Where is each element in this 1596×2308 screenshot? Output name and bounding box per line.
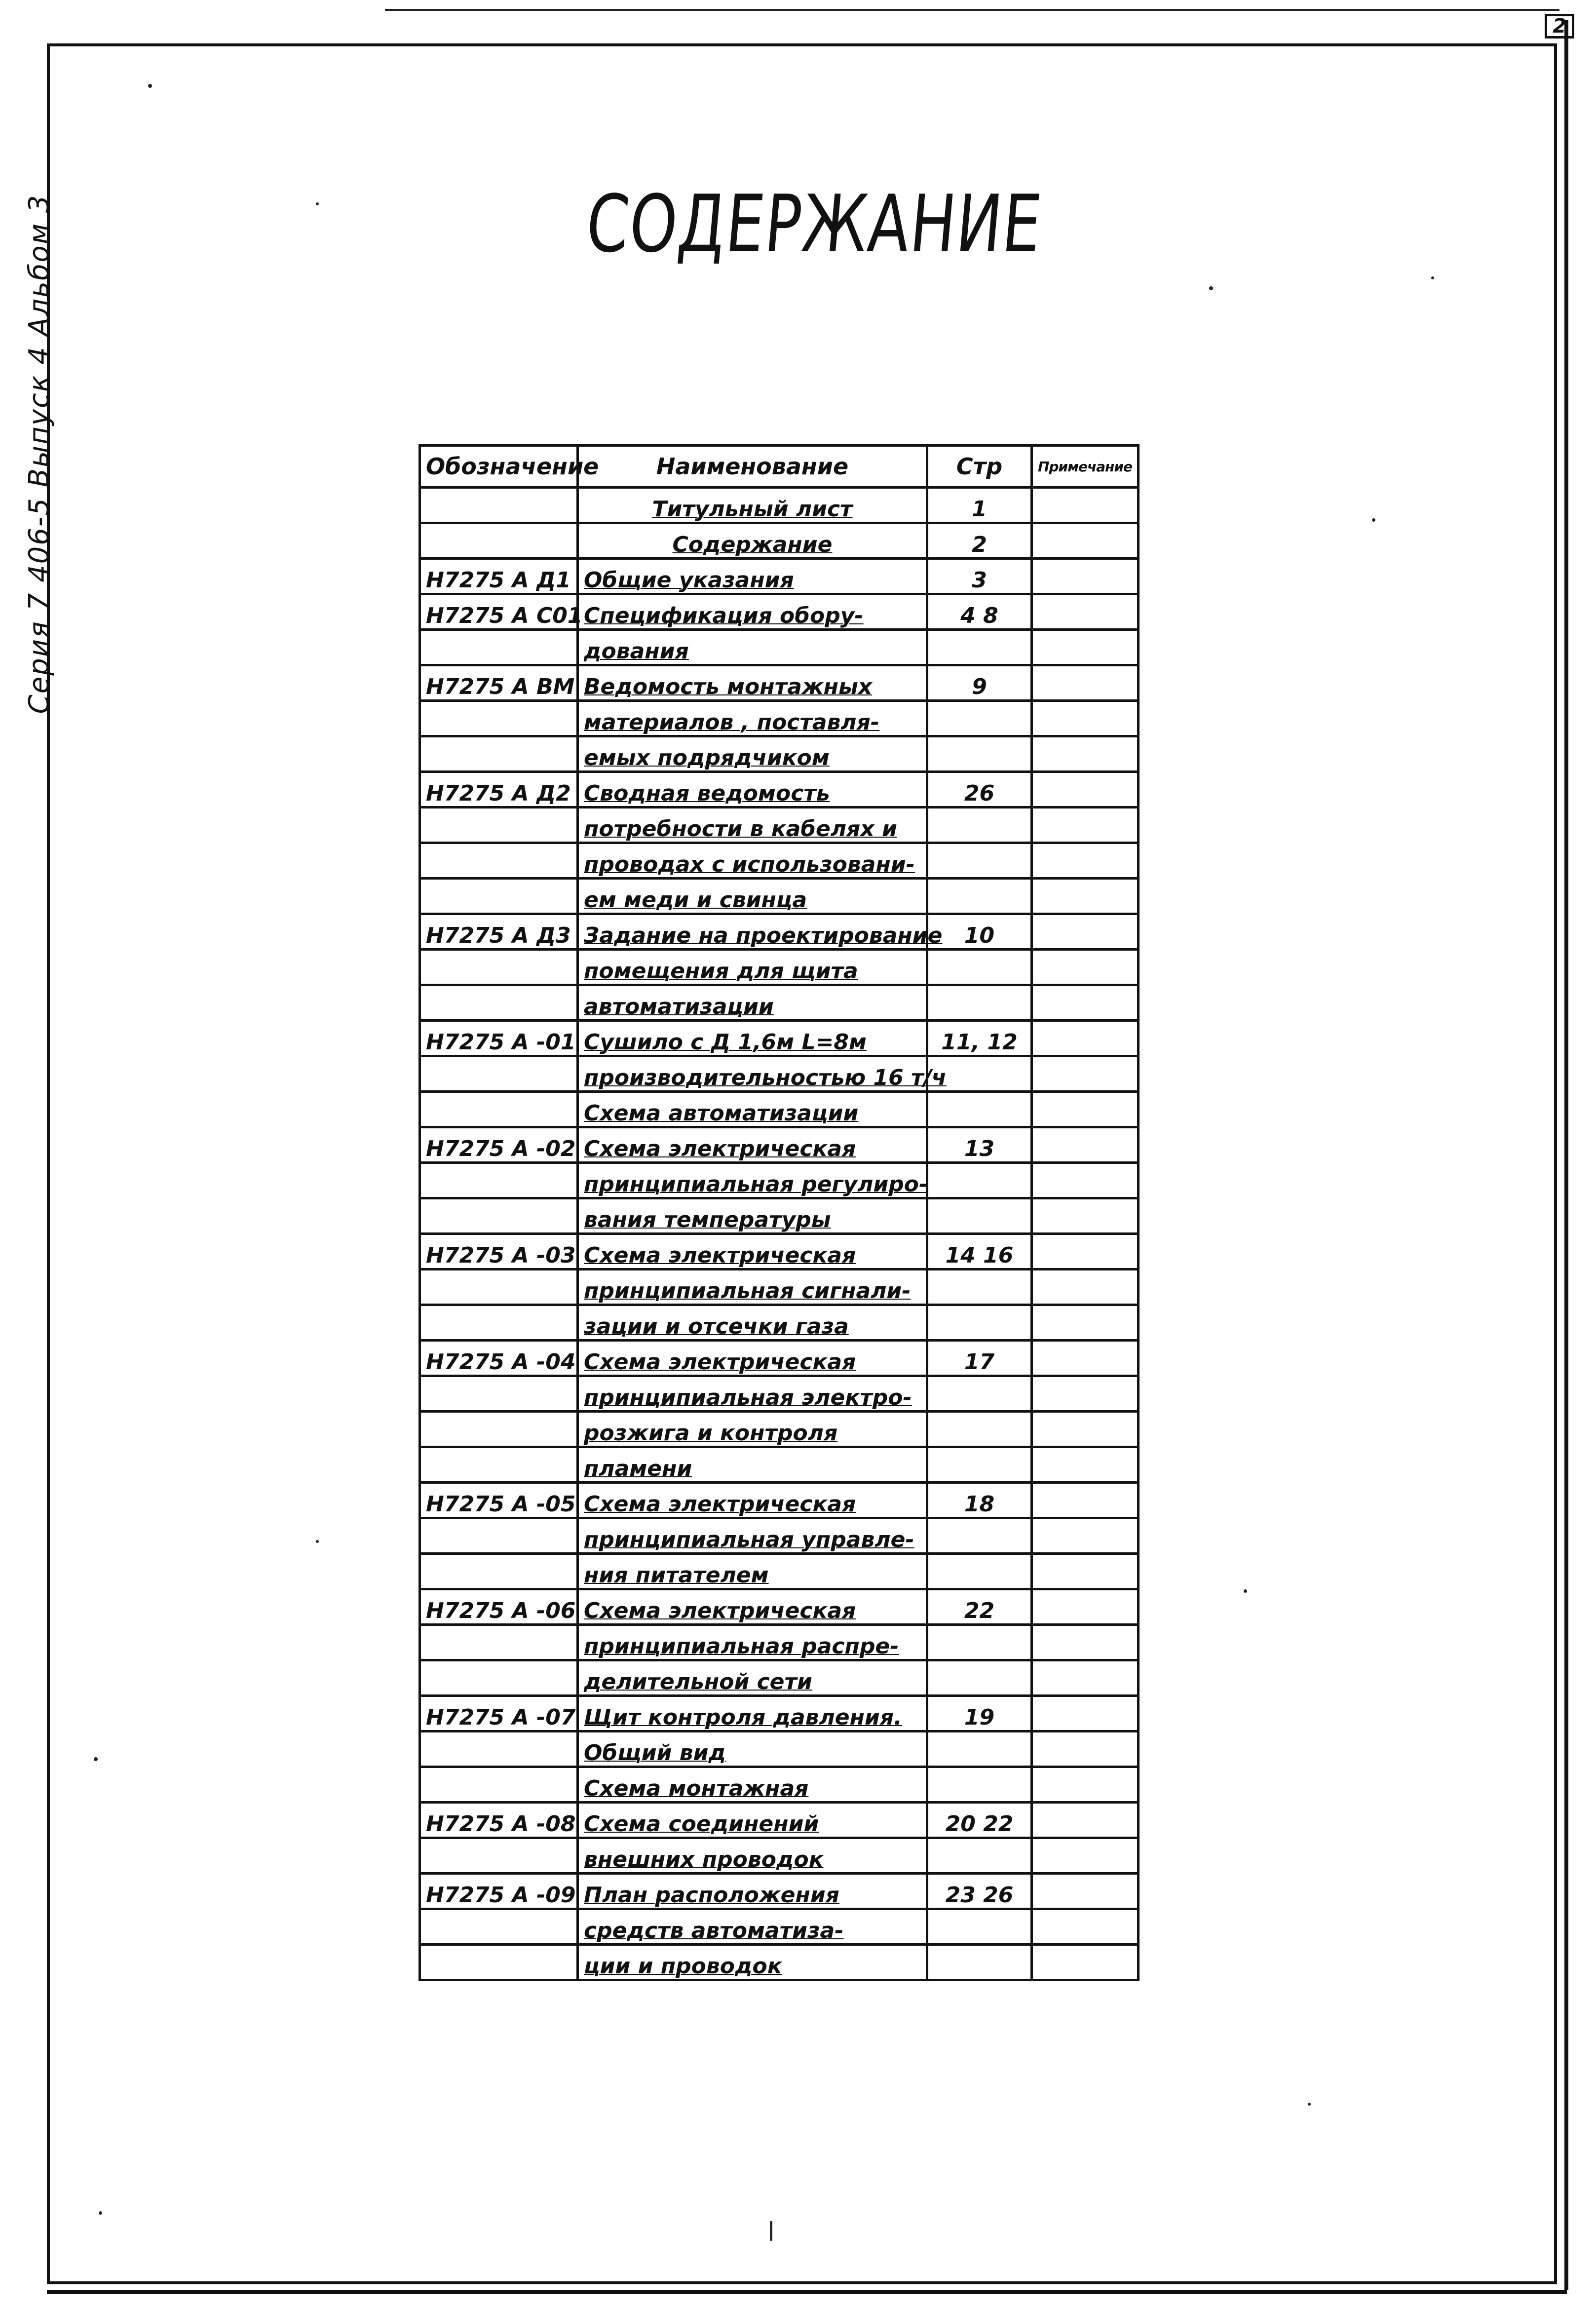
row-designation xyxy=(420,1767,578,1803)
row-name: Схема электрическая xyxy=(578,1127,927,1163)
row-name: Сводная ведомость xyxy=(578,772,927,808)
row-page xyxy=(927,1269,1032,1305)
row-note xyxy=(1032,665,1139,701)
row-designation xyxy=(420,701,578,736)
table-row xyxy=(420,1198,1139,1234)
row-designation xyxy=(420,1376,578,1412)
col-header-page: Стр xyxy=(927,446,1032,488)
table-row xyxy=(420,1945,1139,1980)
row-note xyxy=(1032,1589,1139,1625)
scan-speck xyxy=(148,84,152,88)
row-note xyxy=(1032,879,1139,914)
row-page: 2 xyxy=(927,523,1032,559)
row-name: средств автоматиза- xyxy=(578,1909,927,1945)
row-page xyxy=(927,630,1032,665)
row-note xyxy=(1032,1376,1139,1412)
row-page xyxy=(927,843,1032,879)
row-page xyxy=(927,1518,1032,1554)
table-row xyxy=(420,1447,1139,1483)
row-name: Схема соединений xyxy=(578,1803,927,1838)
table-row xyxy=(420,1341,1139,1376)
table-row xyxy=(420,1234,1139,1269)
row-page xyxy=(927,1305,1032,1341)
row-note xyxy=(1032,1625,1139,1660)
row-note xyxy=(1032,914,1139,950)
contents-table-body xyxy=(420,488,1139,1980)
row-note xyxy=(1032,1803,1139,1838)
row-note xyxy=(1032,1945,1139,1980)
row-page: 13 xyxy=(927,1127,1032,1163)
row-note xyxy=(1032,1483,1139,1518)
row-name: принципиальная сигнали- xyxy=(578,1269,927,1305)
row-name: ции и проводок xyxy=(578,1945,927,1980)
table-row xyxy=(420,523,1139,559)
scan-speck xyxy=(316,1540,319,1543)
row-page xyxy=(927,1376,1032,1412)
row-name: Титульный лист xyxy=(578,488,927,523)
row-designation: Н7275 А -07 xyxy=(420,1696,578,1731)
table-row xyxy=(420,1483,1139,1518)
row-designation: Н7275 А -08 xyxy=(420,1803,578,1838)
row-name: емых подрядчиком xyxy=(578,736,927,772)
row-page xyxy=(927,1767,1032,1803)
scan-speck xyxy=(94,1757,98,1761)
row-designation xyxy=(420,1909,578,1945)
sheet-number: 2 xyxy=(1545,14,1574,38)
row-designation: Н7275 А -06 xyxy=(420,1589,578,1625)
row-name: Щит контроля давления. xyxy=(578,1696,927,1731)
row-designation xyxy=(420,1518,578,1554)
row-designation xyxy=(420,879,578,914)
row-name: пламени xyxy=(578,1447,927,1483)
row-name: зации и отсечки газа xyxy=(578,1305,927,1341)
scan-speck xyxy=(1431,276,1434,279)
table-row xyxy=(420,1767,1139,1803)
row-page xyxy=(927,736,1032,772)
table-row xyxy=(420,1269,1139,1305)
row-page xyxy=(927,985,1032,1021)
row-note xyxy=(1032,1767,1139,1803)
row-page xyxy=(927,1909,1032,1945)
row-note xyxy=(1032,1021,1139,1056)
row-name: Сушило с Д 1,6м L=8м xyxy=(578,1021,927,1056)
row-name: делительной сети xyxy=(578,1660,927,1696)
row-name: Ведомость монтажных xyxy=(578,665,927,701)
row-designation xyxy=(420,1305,578,1341)
row-note xyxy=(1032,594,1139,630)
row-name: План расположения xyxy=(578,1874,927,1909)
table-row xyxy=(420,1909,1139,1945)
row-name: потребности в кабелях и xyxy=(578,808,927,843)
table-row xyxy=(420,630,1139,665)
row-page: 1 xyxy=(927,488,1032,523)
table-row xyxy=(420,665,1139,701)
row-note xyxy=(1032,1092,1139,1127)
row-page xyxy=(927,1412,1032,1447)
scan-speck xyxy=(99,2211,102,2215)
table-row xyxy=(420,1518,1139,1554)
row-page: 3 xyxy=(927,559,1032,594)
row-designation xyxy=(420,1838,578,1874)
row-page xyxy=(927,1660,1032,1696)
row-designation: Н7275 А С01 xyxy=(420,594,578,630)
row-page: 22 xyxy=(927,1589,1032,1625)
row-name: принципиальная электро- xyxy=(578,1376,927,1412)
row-designation xyxy=(420,950,578,985)
table-header-row xyxy=(420,446,1139,488)
row-designation: Н7275 А -05 xyxy=(420,1483,578,1518)
row-page: 20 22 xyxy=(927,1803,1032,1838)
row-designation xyxy=(420,488,578,523)
scan-speck xyxy=(770,2221,772,2241)
row-name: принципиальная управле- xyxy=(578,1518,927,1554)
table-row xyxy=(420,1660,1139,1696)
row-page: 14 16 xyxy=(927,1234,1032,1269)
row-designation: Н7275 А Д3 xyxy=(420,914,578,950)
row-note xyxy=(1032,1518,1139,1554)
col-header-note: Примечание xyxy=(1032,446,1139,488)
row-page xyxy=(927,950,1032,985)
table-row xyxy=(420,1092,1139,1127)
row-page: 10 xyxy=(927,914,1032,950)
table-row xyxy=(420,1803,1139,1838)
row-designation xyxy=(420,985,578,1021)
table-row xyxy=(420,1589,1139,1625)
row-name: розжига и контроля xyxy=(578,1412,927,1447)
contents-table xyxy=(418,444,1140,1981)
row-designation xyxy=(420,1269,578,1305)
table-row xyxy=(420,950,1139,985)
row-note xyxy=(1032,843,1139,879)
row-page xyxy=(927,1447,1032,1483)
row-note xyxy=(1032,488,1139,523)
table-row xyxy=(420,1021,1139,1056)
row-designation: Н7275 А -09 xyxy=(420,1874,578,1909)
row-page: 19 xyxy=(927,1696,1032,1731)
row-designation xyxy=(420,1056,578,1092)
row-name: Общие указания xyxy=(578,559,927,594)
table-row xyxy=(420,1305,1139,1341)
row-name: проводах с использовани- xyxy=(578,843,927,879)
row-note xyxy=(1032,523,1139,559)
table-row xyxy=(420,808,1139,843)
frame-right-edge xyxy=(1564,20,1568,2290)
row-note xyxy=(1032,1341,1139,1376)
row-note xyxy=(1032,1163,1139,1198)
row-page: 11, 12 xyxy=(927,1021,1032,1056)
row-page xyxy=(927,1945,1032,1980)
row-note xyxy=(1032,1269,1139,1305)
table-row xyxy=(420,914,1139,950)
row-designation xyxy=(420,1945,578,1980)
row-name: Схема электрическая xyxy=(578,1341,927,1376)
row-note xyxy=(1032,985,1139,1021)
row-note xyxy=(1032,950,1139,985)
row-name: Схема электрическая xyxy=(578,1234,927,1269)
table-row xyxy=(420,985,1139,1021)
row-page xyxy=(927,1554,1032,1589)
row-designation xyxy=(420,1198,578,1234)
col-header-name: Наименование xyxy=(578,446,927,488)
row-page xyxy=(927,1625,1032,1660)
row-designation xyxy=(420,1554,578,1589)
row-name: автоматизации xyxy=(578,985,927,1021)
frame-bottom-edge xyxy=(47,2290,1567,2294)
col-header-designation: Обозначение xyxy=(420,446,578,488)
table-row xyxy=(420,1731,1139,1767)
row-name: принципиальная регулиро- xyxy=(578,1163,927,1198)
scan-speck xyxy=(1308,2103,1311,2106)
row-note xyxy=(1032,1696,1139,1731)
row-designation: Н7275 А Д1 xyxy=(420,559,578,594)
row-note xyxy=(1032,1234,1139,1269)
scan-speck xyxy=(316,202,319,205)
table-row xyxy=(420,1412,1139,1447)
row-page: 23 26 xyxy=(927,1874,1032,1909)
row-page xyxy=(927,701,1032,736)
table-row xyxy=(420,488,1139,523)
top-border-line xyxy=(385,9,1559,11)
table-row xyxy=(420,1127,1139,1163)
row-note xyxy=(1032,1731,1139,1767)
row-designation xyxy=(420,1625,578,1660)
row-page xyxy=(927,879,1032,914)
table-row xyxy=(420,1874,1139,1909)
row-designation xyxy=(420,1447,578,1483)
row-page xyxy=(927,1198,1032,1234)
row-name: материалов , поставля- xyxy=(578,701,927,736)
page-title: СОДЕРЖАНИЕ xyxy=(582,178,1046,270)
table-row xyxy=(420,1554,1139,1589)
row-designation xyxy=(420,1092,578,1127)
table-row xyxy=(420,1696,1139,1731)
row-page xyxy=(927,808,1032,843)
row-name: Задание на проектирование xyxy=(578,914,927,950)
row-note xyxy=(1032,1127,1139,1163)
row-name: Схема электрическая xyxy=(578,1589,927,1625)
table-row xyxy=(420,1625,1139,1660)
row-page xyxy=(927,1838,1032,1874)
row-name: ем меди и свинца xyxy=(578,879,927,914)
row-note xyxy=(1032,1660,1139,1696)
row-name: дования xyxy=(578,630,927,665)
table-row xyxy=(420,1163,1139,1198)
row-designation: Н7275 А -02 xyxy=(420,1127,578,1163)
table-row xyxy=(420,1376,1139,1412)
row-designation: Н7275 А -01 xyxy=(420,1021,578,1056)
row-name: Спецификация обору- xyxy=(578,594,927,630)
row-designation: Н7275 А -03 xyxy=(420,1234,578,1269)
row-name: Общий вид xyxy=(578,1731,927,1767)
row-page xyxy=(927,1163,1032,1198)
row-name: Содержание xyxy=(578,523,927,559)
row-designation xyxy=(420,1731,578,1767)
row-designation xyxy=(420,1163,578,1198)
table-row xyxy=(420,559,1139,594)
side-series-label: Серия 7 406-5 Выпуск 4 Альбом 3 xyxy=(23,194,55,714)
row-page: 17 xyxy=(927,1341,1032,1376)
table-row xyxy=(420,843,1139,879)
row-name: Схема электрическая xyxy=(578,1483,927,1518)
row-designation xyxy=(420,1660,578,1696)
row-page: 9 xyxy=(927,665,1032,701)
row-page: 18 xyxy=(927,1483,1032,1518)
row-note xyxy=(1032,1909,1139,1945)
row-note xyxy=(1032,1554,1139,1589)
row-designation xyxy=(420,523,578,559)
row-page xyxy=(927,1731,1032,1767)
row-name: принципиальная распре- xyxy=(578,1625,927,1660)
row-designation: Н7275 А ВМ xyxy=(420,665,578,701)
table-row xyxy=(420,772,1139,808)
row-note xyxy=(1032,701,1139,736)
row-designation xyxy=(420,808,578,843)
row-note xyxy=(1032,1305,1139,1341)
table-row xyxy=(420,1838,1139,1874)
scan-speck xyxy=(1372,518,1375,522)
row-note xyxy=(1032,1056,1139,1092)
row-name: помещения для щита xyxy=(578,950,927,985)
row-note xyxy=(1032,808,1139,843)
row-page: 4 8 xyxy=(927,594,1032,630)
row-designation xyxy=(420,736,578,772)
row-name: ния питателем xyxy=(578,1554,927,1589)
table-row xyxy=(420,736,1139,772)
scan-speck xyxy=(1209,286,1213,290)
row-page: 26 xyxy=(927,772,1032,808)
table-row xyxy=(420,701,1139,736)
row-designation xyxy=(420,843,578,879)
row-note xyxy=(1032,1447,1139,1483)
row-page xyxy=(927,1092,1032,1127)
row-name: Схема монтажная xyxy=(578,1767,927,1803)
table-row xyxy=(420,879,1139,914)
row-note xyxy=(1032,1874,1139,1909)
row-name: внешних проводок xyxy=(578,1838,927,1874)
scan-speck xyxy=(1244,1589,1247,1593)
row-note xyxy=(1032,630,1139,665)
row-note xyxy=(1032,1838,1139,1874)
row-designation: Н7275 А Д2 xyxy=(420,772,578,808)
row-note xyxy=(1032,772,1139,808)
row-note xyxy=(1032,736,1139,772)
row-note xyxy=(1032,1412,1139,1447)
table-row xyxy=(420,1056,1139,1092)
table-row xyxy=(420,594,1139,630)
row-name: вания температуры xyxy=(578,1198,927,1234)
row-name: производительностью 16 т/ч xyxy=(578,1056,927,1092)
row-designation xyxy=(420,1412,578,1447)
row-note xyxy=(1032,1198,1139,1234)
row-designation xyxy=(420,630,578,665)
row-note xyxy=(1032,559,1139,594)
row-name: Схема автоматизации xyxy=(578,1092,927,1127)
row-designation: Н7275 А -04 xyxy=(420,1341,578,1376)
